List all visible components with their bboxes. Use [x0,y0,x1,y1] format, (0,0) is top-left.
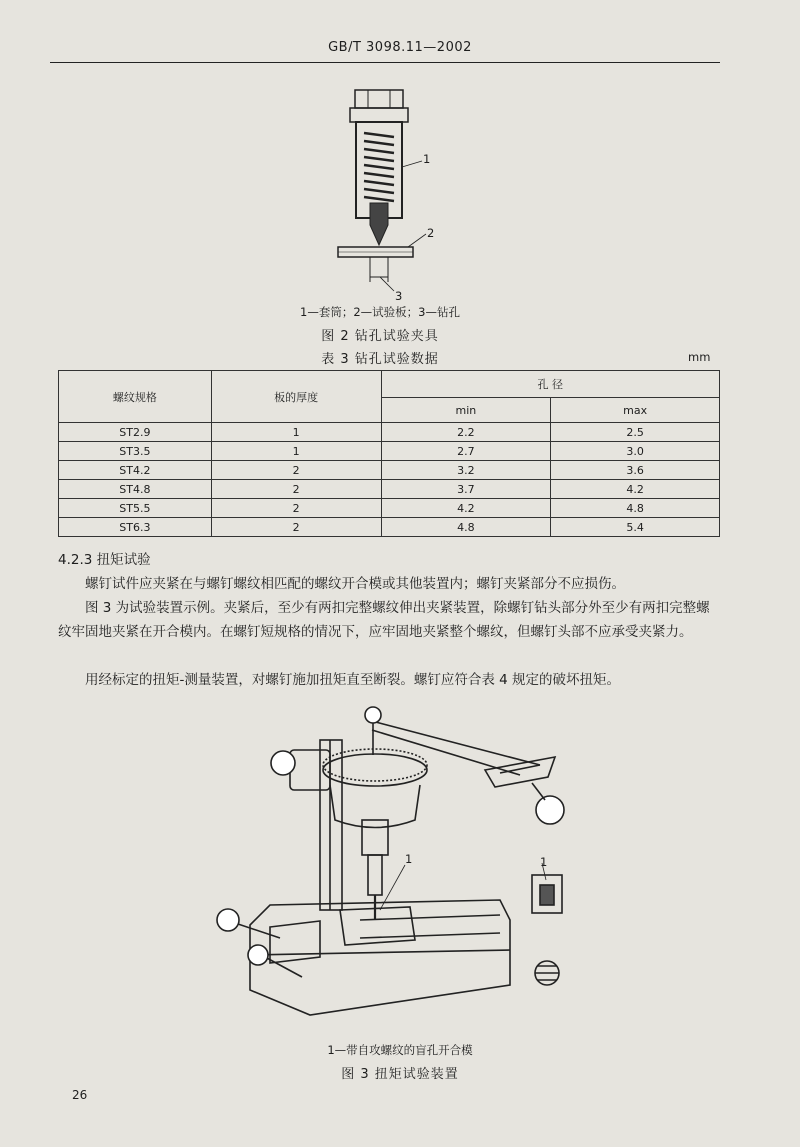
figure-2-drill-fixture-drawing [300,85,460,300]
column-header-max: max [551,398,720,423]
cell-min: 2.7 [381,442,551,461]
figure-3-legend: 1—带自攻螺纹的盲孔开合模 [327,1043,473,1057]
column-header-hole-diameter: 孔 径 [381,371,720,398]
cell-plate-thickness: 1 [211,423,381,442]
table-3-unit: mm [688,350,711,364]
section-heading: 4.2.3 扭矩试验 [58,552,151,568]
column-header-thread-size: 螺纹规格 [59,371,212,423]
cell-thread-size: ST4.2 [59,461,212,480]
cell-plate-thickness: 2 [211,499,381,518]
cell-max: 3.0 [551,442,720,461]
column-header-min: min [381,398,551,423]
cell-min: 4.2 [381,499,551,518]
figure-2-callout-3: 3 [395,289,403,303]
cell-thread-size: ST5.5 [59,499,212,518]
header-rule [50,62,720,63]
cell-min: 3.2 [381,461,551,480]
cell-max: 4.8 [551,499,720,518]
cell-max: 3.6 [551,461,720,480]
figure-2-caption: 图 2 钻孔试验夹具 [321,329,439,344]
cell-min: 4.8 [381,518,551,537]
cell-thread-size: ST3.5 [59,442,212,461]
cell-min: 3.7 [381,480,551,499]
figure-2-callout-1: 1 [423,152,431,166]
table-row [59,442,720,461]
figure-2-callout-2: 2 [427,226,435,240]
paragraph-3: 用经标定的扭矩-测量装置，对螺钉施加扭矩直至断裂。螺钉应符合表 4 规定的破坏扭矩。 [85,672,621,688]
cell-plate-thickness: 1 [211,442,381,461]
cell-plate-thickness: 2 [211,518,381,537]
table-row [59,480,720,499]
cell-thread-size: ST2.9 [59,423,212,442]
paragraph-1: 螺钉试件应夹紧在与螺钉螺纹相匹配的螺纹开合模或其他装置内；螺钉夹紧部分不应损伤。 [85,576,625,592]
figure-3-callout-main: 1 [405,852,413,866]
table-row [59,518,720,537]
figure-2-legend: 1—套筒；2—试验板；3—钻孔 [300,305,460,319]
cell-min: 2.2 [381,423,551,442]
table-row [59,423,720,442]
cell-max: 4.2 [551,480,720,499]
table-3-caption: 表 3 钻孔试验数据 [321,352,439,367]
paragraph-2: 图 3 为试验装置示例。夹紧后，至少有两扣完整螺纹伸出夹紧装置，除螺钉钻头部分外至少有两扣完整螺纹牢固地夹紧在开合模内。在螺钉短规格的情况下，应牢固地夹紧整个螺纹，但螺钉头部不应承受夹紧力。 [58,600,710,640]
figure-3-torque-apparatus-drawing [210,695,590,1035]
cell-max: 5.4 [551,518,720,537]
cell-plate-thickness: 2 [211,480,381,499]
table-3-drilling-data [58,370,720,537]
table-row [59,461,720,480]
cell-plate-thickness: 2 [211,461,381,480]
figure-3-callout-detail: 1 [540,855,548,869]
cell-thread-size: ST6.3 [59,518,212,537]
table-row [59,499,720,518]
cell-max: 2.5 [551,423,720,442]
page-number: 26 [72,1088,88,1102]
column-header-plate-thickness: 板的厚度 [211,371,381,423]
figure-3-caption: 图 3 扭矩试验装置 [341,1067,459,1082]
page-header: GB/T 3098.11—2002 [328,40,472,55]
cell-thread-size: ST4.8 [59,480,212,499]
